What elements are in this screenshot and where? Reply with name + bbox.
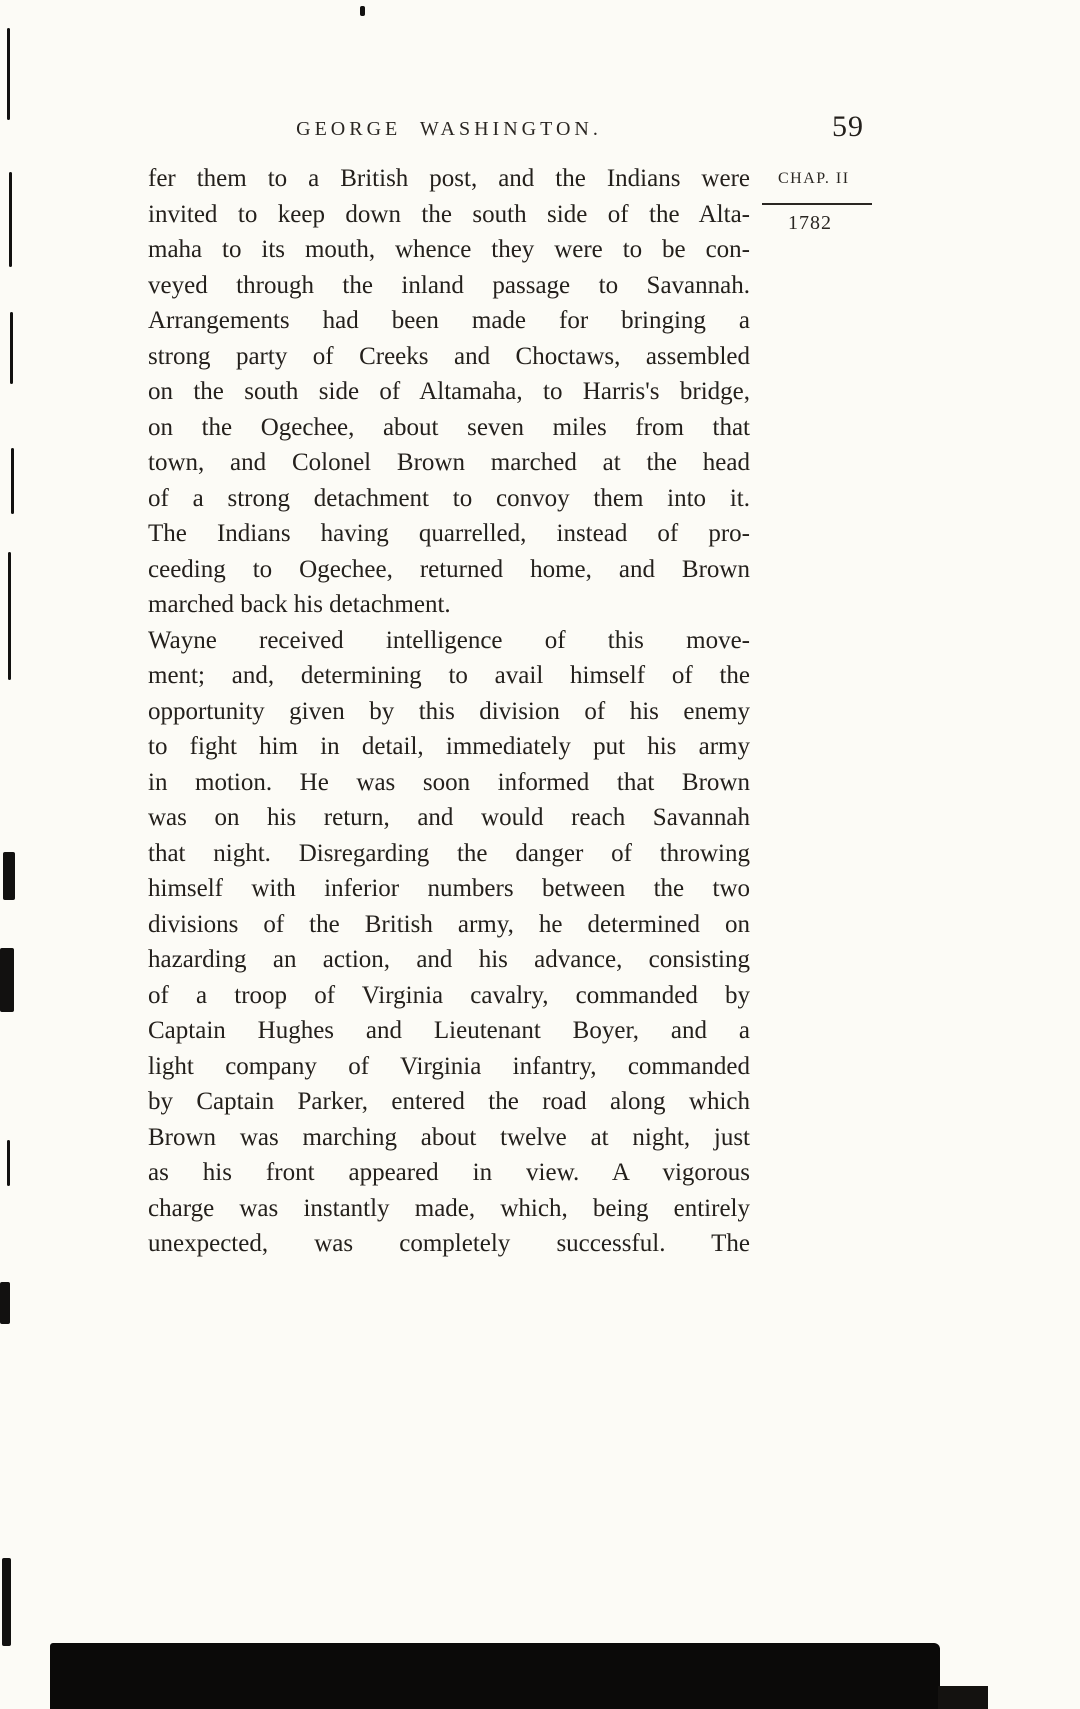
scan-artifact <box>11 448 14 514</box>
text-line: maha to its mouth, whence they were to be con- <box>148 236 750 263</box>
scan-artifact <box>7 28 10 120</box>
body-text <box>148 161 750 1262</box>
margin-rule <box>762 203 872 205</box>
text-line: himself with inferior numbers between the two <box>148 875 750 902</box>
scan-artifact-bottom-bar <box>50 1643 940 1709</box>
text-line: ment; and, determining to avail himself of the <box>148 662 750 689</box>
text-line: on the Ogechee, about seven miles from that <box>148 413 750 441</box>
text-line: veyed through the inland passage to Savannah. <box>148 271 750 299</box>
text-line: opportunity given by this division of his enemy <box>148 697 750 725</box>
scan-artifact-corner <box>938 1686 988 1709</box>
scan-artifact <box>10 312 13 384</box>
text-line: The Indians having quarrelled, instead of pro- <box>148 520 750 547</box>
text-line: Brown was marching about twelve at night, just <box>148 1123 750 1151</box>
text-line: that night. Disregarding the danger of throwing <box>148 839 750 867</box>
text-line: of a troop of Virginia cavalry, commanded by <box>148 981 750 1009</box>
text-line: Arrangements had been made for bringing a <box>148 307 750 334</box>
text-line: fer them to a British post, and the Indians were <box>148 165 750 192</box>
scan-artifact <box>0 1282 10 1324</box>
page-number: 59 <box>832 110 864 143</box>
scan-artifact <box>2 1558 11 1646</box>
running-header: GEORGE WASHINGTON. <box>296 118 602 140</box>
text-line: Captain Hughes and Lieutenant Boyer, and a <box>148 1017 750 1044</box>
scan-artifact <box>9 172 12 267</box>
text-line: of a strong detachment to convoy them into it. <box>148 484 750 512</box>
text-line: charge was instantly made, which, being entirely <box>148 1194 750 1222</box>
text-line: invited to keep down the south side of the Alta- <box>148 200 750 228</box>
text-line: to fight him in detail, immediately put his army <box>148 733 750 760</box>
paragraph-1 <box>148 161 750 623</box>
text-line: by Captain Parker, entered the road along which <box>148 1088 750 1115</box>
margin-note-year: 1782 <box>788 212 832 234</box>
scan-artifact <box>0 948 14 1012</box>
text-line: unexpected, was completely successful. The <box>148 1230 750 1257</box>
text-line: light company of Virginia infantry, commanded <box>148 1052 750 1080</box>
text-line: divisions of the British army, he determined on <box>148 910 750 938</box>
scan-artifact <box>8 552 11 680</box>
margin-note-chapter: CHAP. II <box>778 170 850 187</box>
text-line: marched back his detachment. <box>148 591 451 618</box>
text-line: strong party of Creeks and Choctaws, assembled <box>148 342 750 370</box>
text-line: in motion. He was soon informed that Brown <box>148 768 750 796</box>
text-line: Wayne received intelligence of this move- <box>148 626 750 654</box>
text-line: on the south side of Altamaha, to Harris's bridge, <box>148 378 750 405</box>
scan-artifact <box>7 1140 10 1186</box>
text-line: town, and Colonel Brown marched at the head <box>148 449 750 476</box>
scan-artifact <box>3 852 15 900</box>
scan-artifact <box>360 6 365 16</box>
text-line: hazarding an action, and his advance, consisting <box>148 946 750 973</box>
text-line: as his front appeared in view. A vigorous <box>148 1159 750 1186</box>
text-line: ceeding to Ogechee, returned home, and Brown <box>148 555 750 583</box>
paragraph-2 <box>148 623 750 1262</box>
text-line: was on his return, and would reach Savannah <box>148 804 750 831</box>
